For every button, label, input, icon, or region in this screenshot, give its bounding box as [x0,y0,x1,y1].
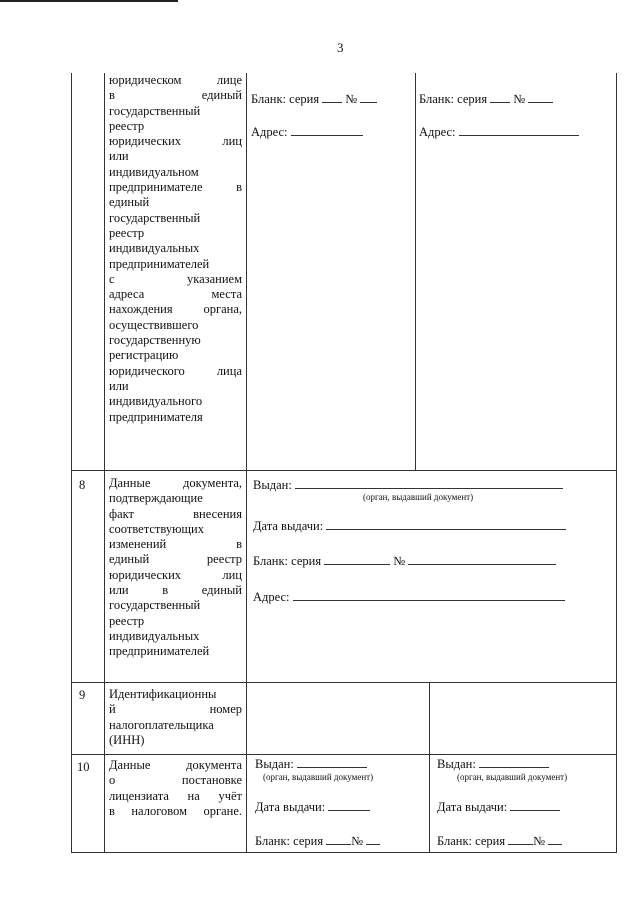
issued-field-10b[interactable]: Выдан: [437,757,549,772]
row-8-label: Данные документа, подтверждающие факт внесения соответствующих изменений в единый реестр юридических лиц или в единый государственный реестр индивидуальных предпринимателей [109,476,242,659]
row-separator-9 [71,682,617,683]
table-border-right [616,73,617,853]
issued-note-10a: (орган, выдавший документ) [263,772,374,782]
issue-date-field-10b[interactable]: Дата выдачи: [437,800,560,815]
row-number-10: 10 [77,760,90,774]
address-field-8[interactable]: Адрес: [253,590,565,605]
column-divider-values-lower [429,682,430,853]
column-divider-number [104,73,105,853]
issued-field-8[interactable]: Выдан: [253,478,563,493]
issued-note-10b: (орган, выдавший документ) [457,772,568,782]
blank-series-field-8[interactable]: Бланк: серия № [253,554,556,569]
row-9-label: Идентификационны й номер налогоплательщика (ИНН) [109,687,242,747]
row-separator-8 [71,470,617,471]
issue-date-field-10a[interactable]: Дата выдачи: [255,800,370,815]
row-10-label: Данные документа о постановке лицензиата на учёт в налоговом органе. [109,758,242,818]
blank-series-field-10a[interactable]: Бланк: серия № [255,834,380,849]
issued-field-10a[interactable]: Выдан: [255,757,367,772]
column-divider-label [246,73,247,853]
table-border-left [71,73,72,853]
address-field-1[interactable]: Адрес: [251,125,363,140]
row-number-9: 9 [79,688,86,702]
row-separator-10 [71,754,617,755]
issue-date-field-8[interactable]: Дата выдачи: [253,519,566,534]
row-continued-label: юридическом лице в единый государственный реестр юридических лиц или индивидуальном предпринимателе в единый государственный реестр индивидуальных предпринимателей с указанием адреса места нахождения органа, осуществившего государственную регистрацию юридического лица или индивидуального предпринимателя [109,73,242,424]
table-border-bottom [71,852,617,853]
page-number: 3 [337,40,344,55]
issued-note-8: (орган, выдавший документ) [363,492,474,502]
header-rule [0,0,178,2]
blank-series-field-2[interactable]: Бланк: серия № [419,92,553,107]
row-number-8: 8 [79,478,86,492]
license-form-table [71,73,617,853]
column-divider-values-upper [415,73,416,470]
blank-series-field-10b[interactable]: Бланк: серия № [437,834,562,849]
blank-series-field-1[interactable]: Бланк: серия № [251,92,377,107]
address-field-2[interactable]: Адрес: [419,125,579,140]
